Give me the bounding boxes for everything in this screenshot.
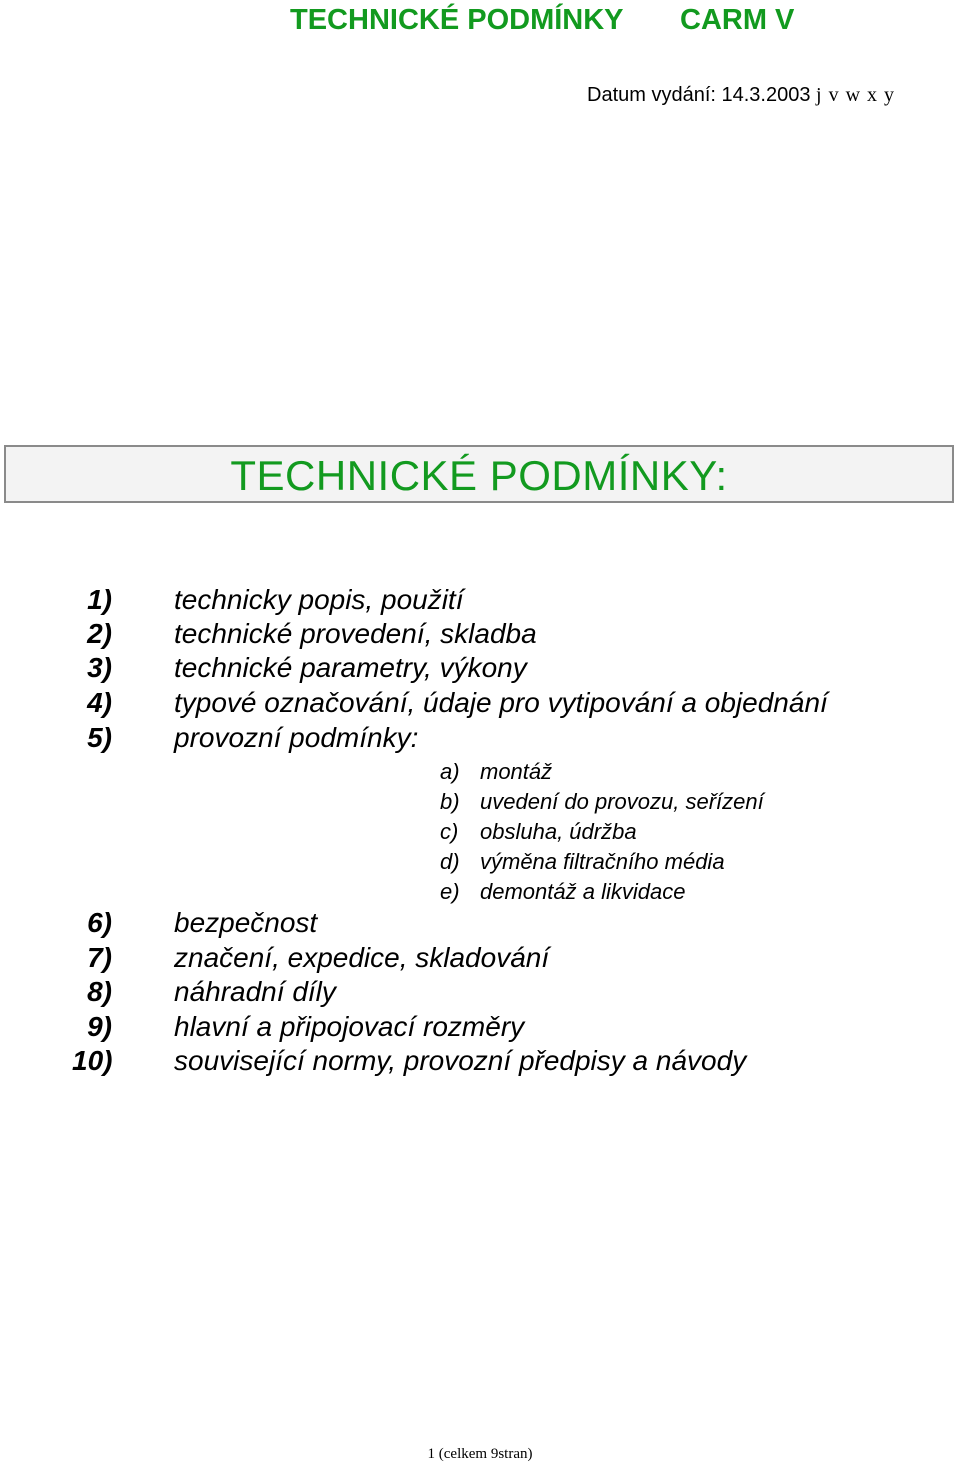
- issue-date: [587, 84, 895, 107]
- issue-date-label: Datum vydání: 14.3.2003: [587, 84, 811, 106]
- item-text: značení, expedice, skladování: [174, 942, 550, 973]
- item-number: 4): [87, 687, 112, 718]
- item-number: 3): [87, 652, 112, 683]
- item-number: 2): [87, 618, 112, 649]
- sub-item-letter: a): [440, 759, 460, 784]
- document-title: TECHNICKÉ PODMÍNKY: [290, 4, 624, 36]
- item-number: 9): [87, 1011, 112, 1042]
- item-text: bezpečnost: [174, 907, 318, 938]
- product-code: CARM V: [680, 4, 795, 36]
- sub-item-letter: d): [440, 849, 460, 874]
- item-text: související normy, provozní předpisy a návody: [174, 1045, 747, 1076]
- item-number: 5): [87, 722, 112, 753]
- sub-item-letter: c): [440, 819, 459, 844]
- sub-item-text: demontáž a likvidace: [480, 879, 686, 904]
- item-text: provozní podmínky:: [174, 722, 419, 753]
- item-number: 8): [87, 976, 112, 1007]
- sub-item-text: obsluha, údržba: [480, 819, 637, 844]
- item-text: hlavní a připojovací rozměry: [174, 1011, 525, 1042]
- item-number: 7): [87, 942, 112, 973]
- sub-item-text: montáž: [480, 759, 553, 784]
- item-text: technické parametry, výkony: [174, 652, 527, 683]
- sub-item-letter: e): [440, 879, 460, 904]
- sub-item-text: uvedení do provozu, seřízení: [480, 789, 764, 814]
- page-footer: 1 (celkem 9stran): [427, 1446, 533, 1462]
- item-text: náhradní díly: [174, 976, 336, 1007]
- issue-date-suffix: j v w x y: [816, 84, 896, 106]
- section-title-box: [4, 445, 954, 503]
- section-title: TECHNICKÉ PODMÍNKY:: [230, 452, 728, 499]
- item-number: 6): [87, 907, 112, 938]
- item-text: technické provedení, skladba: [174, 618, 537, 649]
- item-number: 10): [72, 1045, 113, 1076]
- item-number: 1): [87, 584, 112, 615]
- item-text: technicky popis, použití: [174, 584, 464, 615]
- sub-item-letter: b): [440, 789, 460, 814]
- item-text: typové označování, údaje pro vytipování a objednání: [174, 687, 828, 718]
- sub-item-text: výměna filtračního média: [480, 849, 725, 874]
